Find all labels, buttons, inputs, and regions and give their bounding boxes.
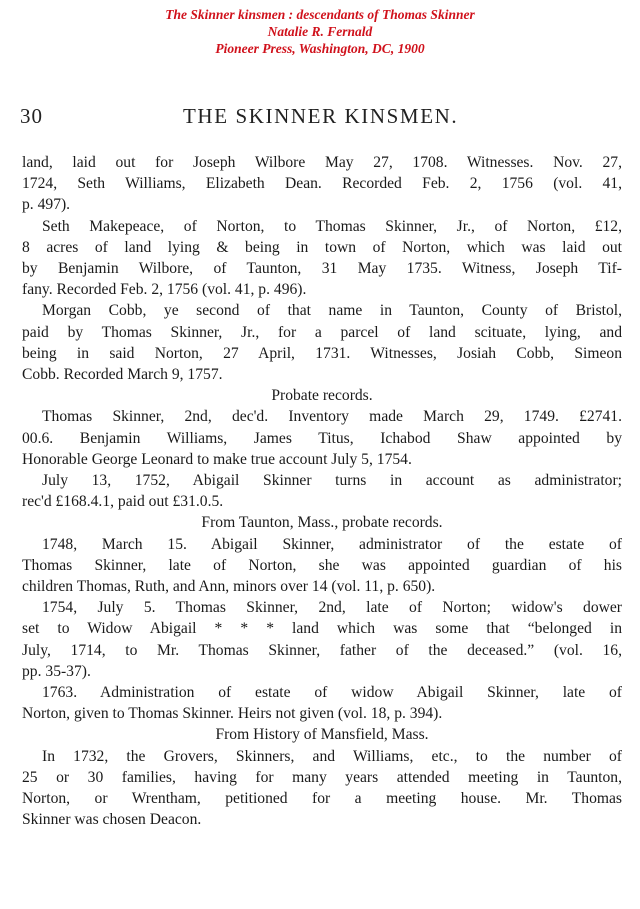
text-line: Norton, or Wrentham, petitioned for a meeting house. Mr. Thomas xyxy=(22,790,622,808)
paragraph-account xyxy=(22,470,622,512)
section-heading-probate: Probate records. xyxy=(271,387,373,405)
text-line: Thomas Skinner, late of Norton, she was appointed guardian of his xyxy=(22,556,622,574)
citation-author: Natalie R. Fernald xyxy=(267,24,373,39)
text-line: Norton, given to Thomas Skinner. Heirs not given (vol. 18, p. 394). xyxy=(22,705,443,723)
text-line: 1754, July 5. Thomas Skinner, 2nd, late of Norton; widow's dower xyxy=(42,599,622,617)
paragraph-makepeace-deed xyxy=(22,216,622,301)
text-line: being in said Norton, 27 April, 1731. Witnesses, Josiah Cobb, Simeon xyxy=(22,344,622,362)
page-number: 30 xyxy=(20,104,43,128)
text-line: set to Widow Abigail * * * land which was some that “belonged in xyxy=(22,620,622,638)
paragraph-inventory xyxy=(22,406,622,470)
text-line: Cobb. Recorded March 9, 1757. xyxy=(22,366,223,384)
running-title: THE SKINNER KINSMEN. xyxy=(183,104,459,128)
text-line: paid by Thomas Skinner, Jr., for a parcel of land scituate, lying, and xyxy=(22,323,622,341)
paragraph-cobb-deed xyxy=(22,300,622,385)
paragraph-1754 xyxy=(22,597,622,682)
text-line: fany. Recorded Feb. 2, 1756 (vol. 41, p. 496). xyxy=(22,281,307,299)
text-line: land, laid out for Joseph Wilbore May 27, 1708. Witnesses. Nov. 27, xyxy=(22,154,622,171)
text-line: Seth Makepeace, of Norton, to Thomas Skinner, Jr., of Norton, £12, xyxy=(42,217,622,235)
section-heading-taunton: From Taunton, Mass., probate records. xyxy=(201,514,443,532)
text-line: rec'd £168.4.1, paid out £31.0.5. xyxy=(22,493,224,511)
citation-block xyxy=(0,6,640,57)
text-line: 00.6. Benjamin Williams, James Titus, Ichabod Shaw appointed by xyxy=(22,429,622,447)
text-line: Morgan Cobb, ye second of that name in Taunton, County of Bristol, xyxy=(42,302,622,320)
text-line: children Thomas, Ruth, and Ann, minors over 14 (vol. 11, p. 650). xyxy=(22,578,436,596)
citation-title: The Skinner kinsmen : descendants of Thomas Skinner xyxy=(165,7,475,22)
citation-publisher: Pioneer Press, Washington, DC, 1900 xyxy=(215,41,425,56)
text-line: 1724, Seth Williams, Elizabeth Dean. Recorded Feb. 2, 1756 (vol. 41, xyxy=(22,175,622,193)
text-line: 25 or 30 families, having for many years attended meeting in Taunton, xyxy=(22,768,622,786)
text-line: Skinner was chosen Deacon. xyxy=(22,811,202,829)
text-line: Honorable George Leonard to make true account July 5, 1754. xyxy=(22,450,412,468)
text-line: 1748, March 15. Abigail Skinner, administrator of the estate of xyxy=(42,535,622,553)
paragraph-mansfield xyxy=(22,746,622,831)
text-line: by Benjamin Wilbore, of Taunton, 31 May 1735. Witness, Joseph Tif- xyxy=(22,260,622,278)
text-line: In 1732, the Grovers, Skinners, and Williams, etc., to the number of xyxy=(42,747,622,765)
text-line: 1763. Administration of estate of widow Abigail Skinner, late of xyxy=(42,684,622,702)
text-line: Thomas Skinner, 2nd, dec'd. Inventory made March 29, 1749. £2741. xyxy=(42,408,622,426)
text-line: July 13, 1752, Abigail Skinner turns in account as administrator; xyxy=(42,472,622,490)
paragraph-1748 xyxy=(22,534,622,598)
section-heading-mansfield: From History of Mansfield, Mass. xyxy=(215,726,429,744)
text-line: July, 1714, to Mr. Thomas Skinner, father of the deceased.” (vol. 16, xyxy=(22,641,622,659)
paragraph-deed-continuation xyxy=(22,152,622,216)
text-line: 8 acres of land lying & being in town of Norton, which was laid out xyxy=(22,238,622,256)
paragraph-1763 xyxy=(22,682,622,724)
page-body xyxy=(22,152,622,831)
text-line: pp. 35-37). xyxy=(22,662,91,680)
text-line: p. 497). xyxy=(22,196,71,214)
